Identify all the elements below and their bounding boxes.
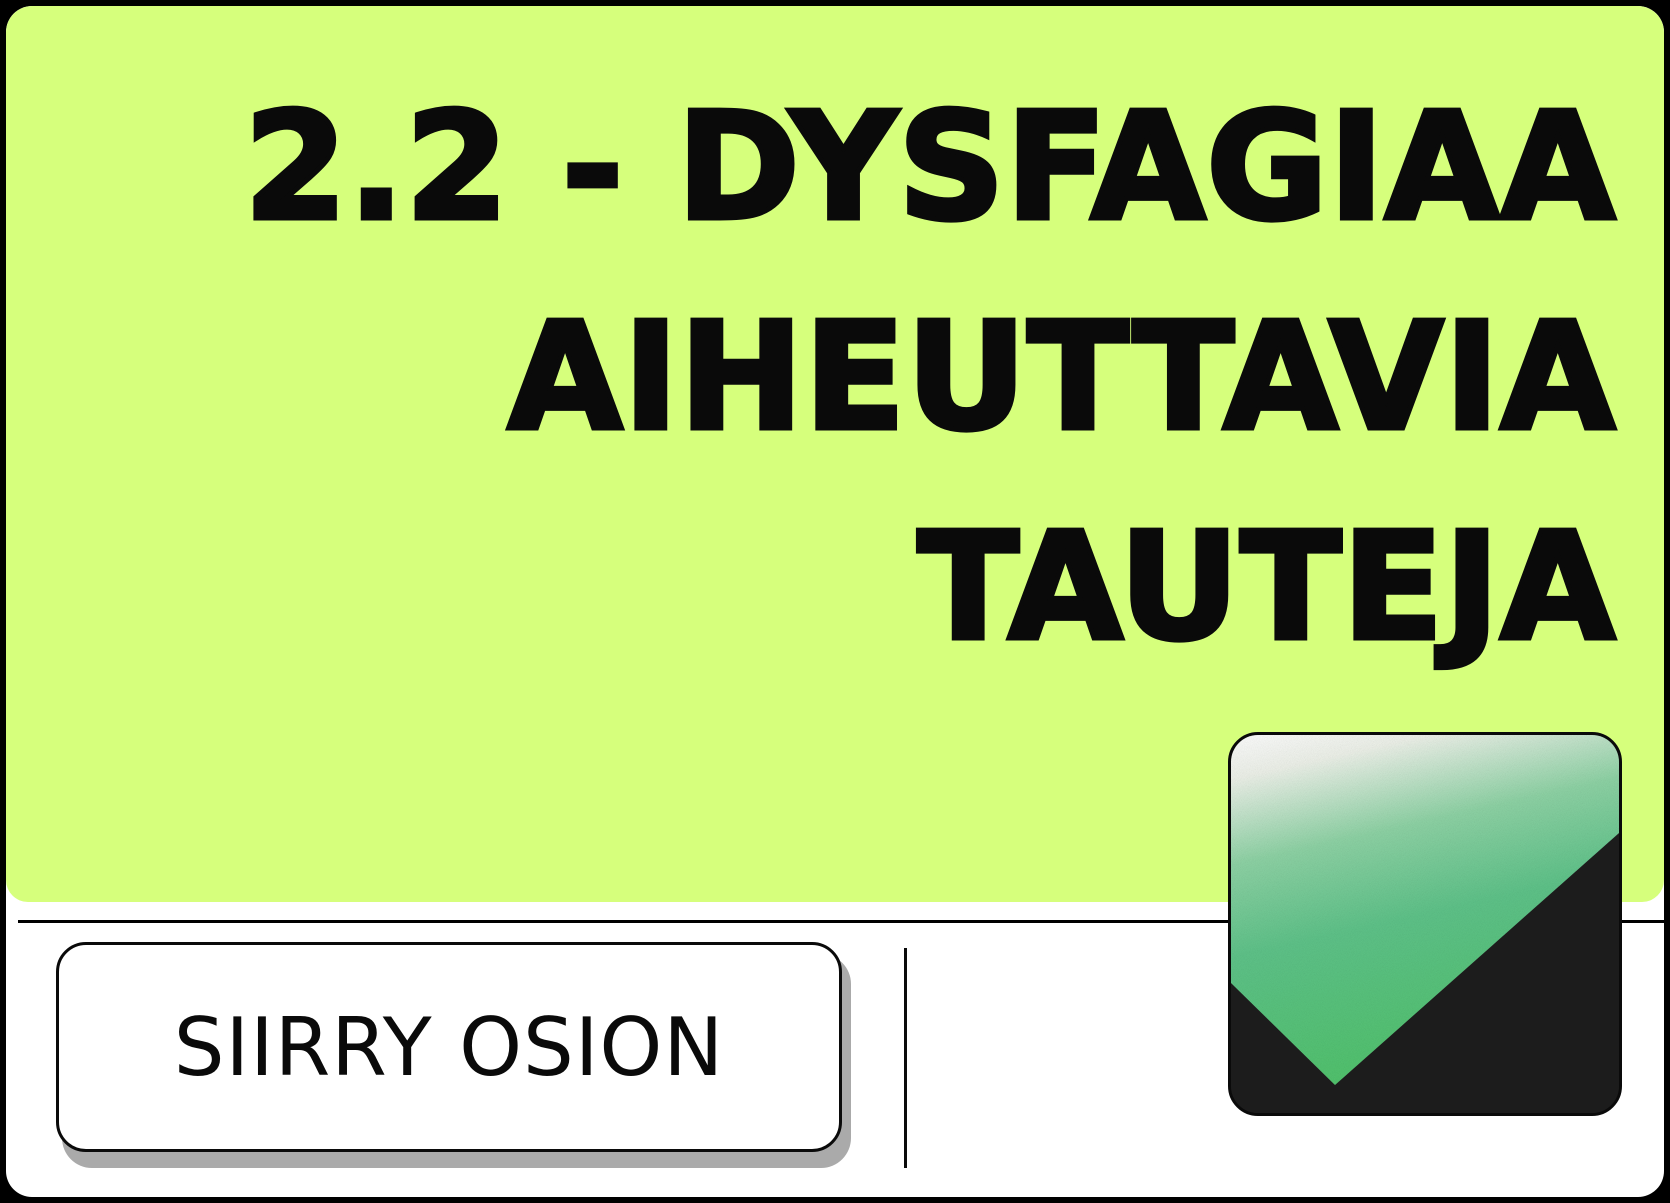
section-title bbox=[244, 62, 1616, 692]
go-to-section-label: SIIRRY OSION bbox=[173, 1000, 725, 1094]
section-title-line-1: 2.2 - DYSFAGIAA bbox=[244, 81, 1616, 253]
section-card bbox=[6, 6, 1664, 1197]
vertical-divider bbox=[904, 948, 907, 1168]
go-to-section-button[interactable] bbox=[56, 942, 842, 1152]
section-title-line-3: TAUTEJA bbox=[917, 501, 1616, 673]
section-title-line-2: AIHEUTTAVIA bbox=[507, 291, 1616, 463]
check-arrow-icon bbox=[1228, 732, 1622, 1116]
